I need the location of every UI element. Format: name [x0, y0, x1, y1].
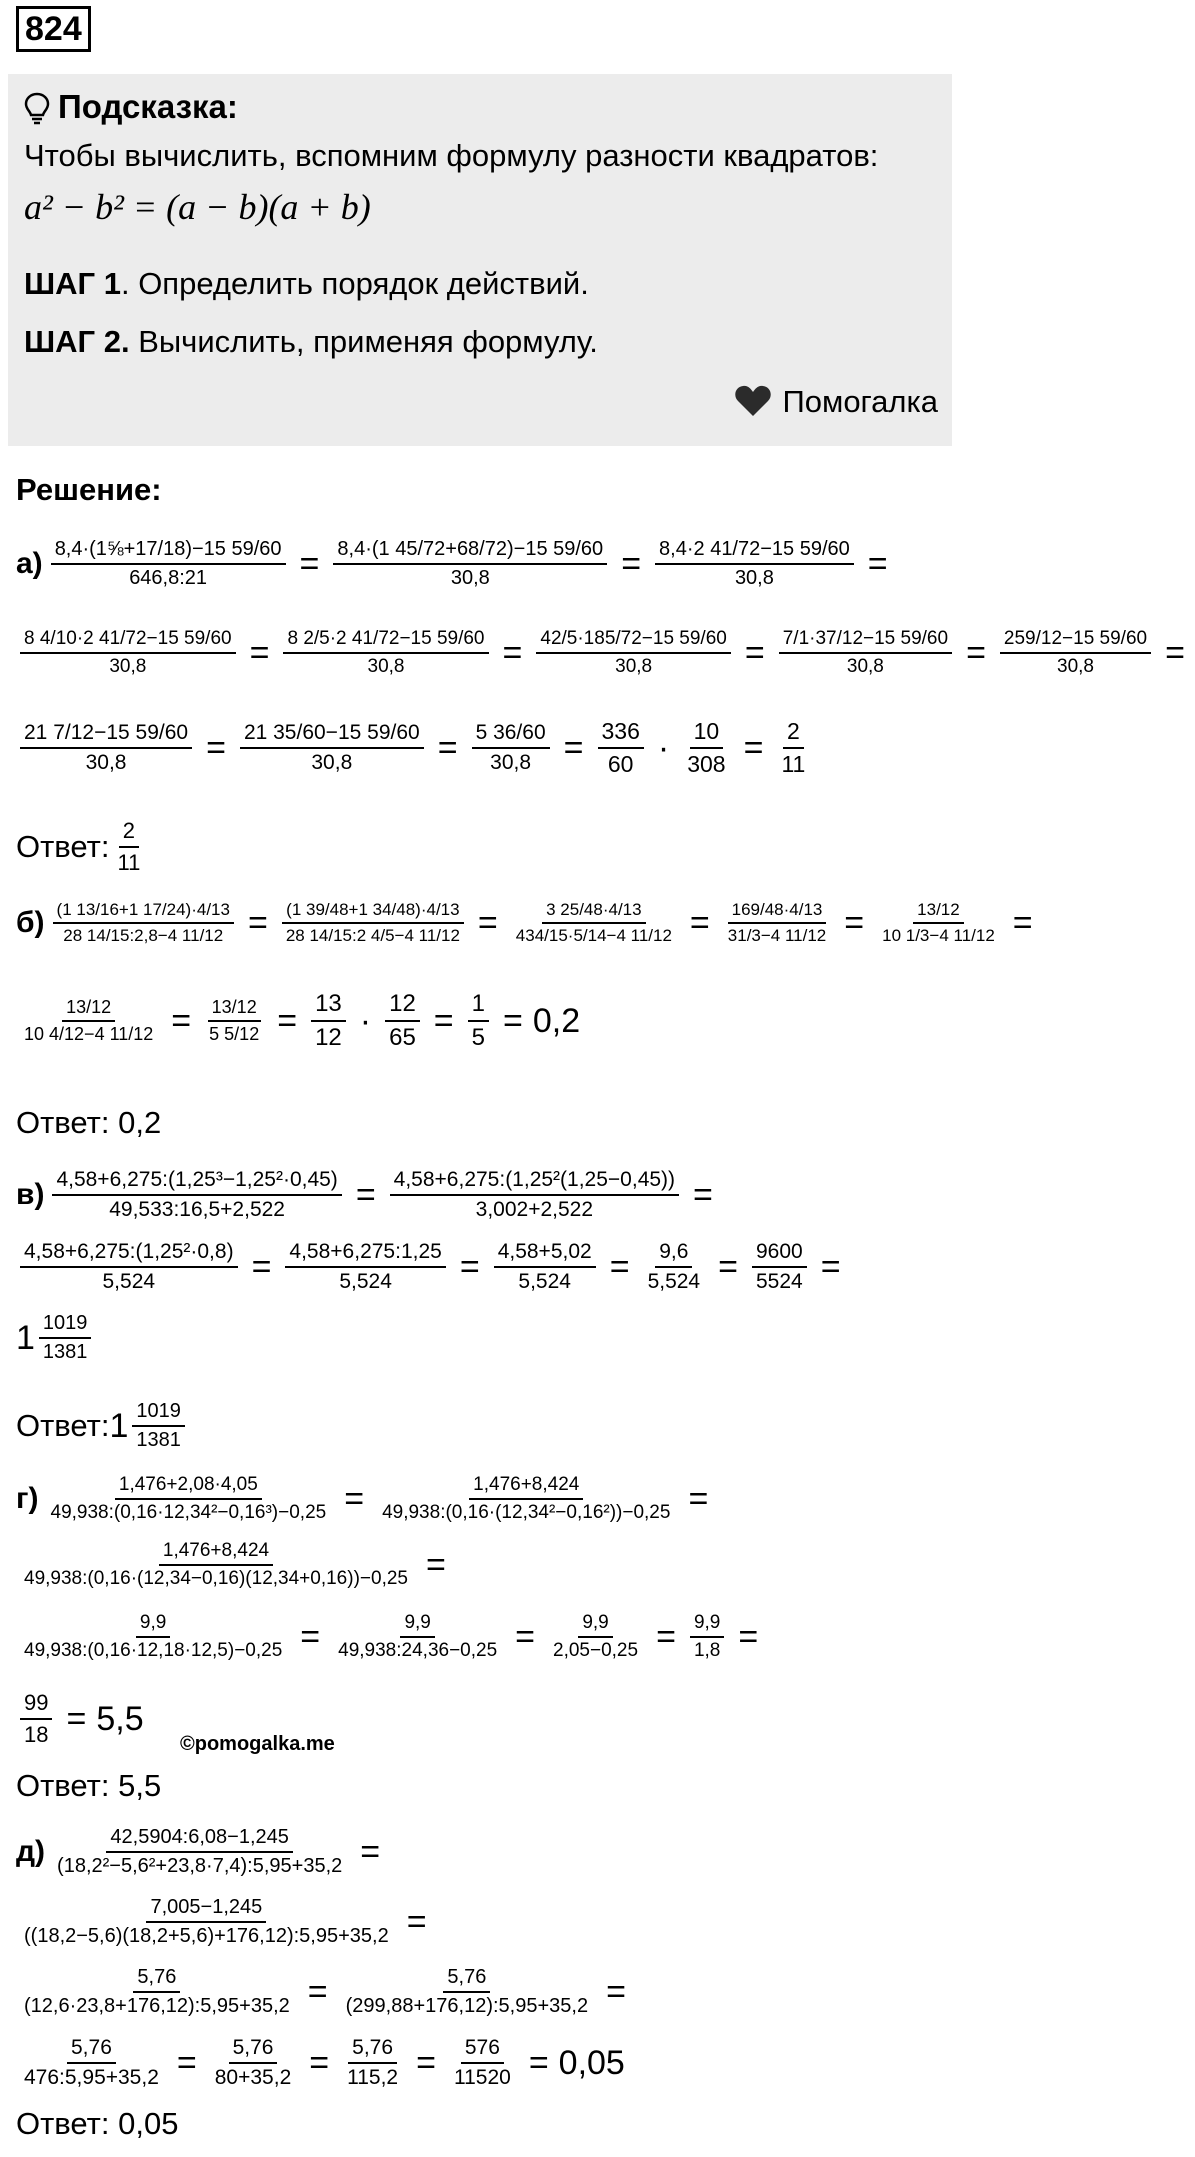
denominator: 12: [315, 1024, 342, 1051]
task-number: 824: [16, 6, 91, 52]
numerator: 8,4·2 41/72−15 59/60: [655, 538, 854, 565]
denominator: 30,8: [615, 656, 653, 677]
equals-sign: =: [425, 1545, 446, 1584]
numerator: 7,005−1,245: [146, 1896, 266, 1923]
numerator: 8,4·(1 45/72+68/72)−15 59/60: [333, 538, 607, 565]
equals-sign: =: [433, 1001, 454, 1040]
equals-sign: =: [689, 903, 710, 942]
part-d-label: д): [16, 1835, 46, 1868]
answer-label: Ответ:: [16, 2106, 110, 2141]
denominator: 434/15·5/14−4 11/12: [515, 926, 672, 945]
equals-sign: =: [1165, 633, 1185, 672]
equals-sign: =: [515, 1617, 536, 1656]
fraction: [20, 1896, 393, 1948]
numerator: 10: [690, 718, 724, 749]
denominator: 1381: [136, 1429, 181, 1451]
numerator: 9,6: [655, 1240, 692, 1268]
hint-formula: a² − b² = (a − b)(a + b): [24, 187, 371, 227]
value: 5,5: [96, 1699, 144, 1738]
part-v-row1: [16, 1168, 723, 1222]
equals-sign: =: [309, 2043, 330, 2082]
equals-sign: =: [251, 1247, 272, 1286]
numerator: 259/12−15 59/60: [1000, 628, 1151, 654]
answer-value: 0,05: [118, 2106, 179, 2141]
numerator: 4,58+6,275:1,25: [285, 1240, 445, 1268]
numerator: 1: [468, 990, 489, 1022]
fraction: [285, 1240, 445, 1294]
answer-value: 0,2: [118, 1105, 162, 1140]
equals-sign: =: [563, 728, 584, 767]
watermark: ©pomogalka.me: [180, 1733, 335, 1755]
part-g-row4: [16, 1690, 144, 1748]
fraction: [53, 900, 234, 946]
equals-sign: =: [738, 1617, 759, 1656]
equals-sign: =: [277, 1001, 298, 1040]
equals-sign: =: [693, 1175, 713, 1214]
numerator: 7/1·37/12−15 59/60: [779, 628, 952, 654]
fraction: [724, 900, 830, 946]
equals-sign: =: [528, 2043, 549, 2082]
numerator: 5 36/60: [472, 721, 550, 749]
numerator: 576: [461, 2036, 504, 2064]
answer-label: Ответ:: [16, 1768, 110, 1803]
numerator: 9,9: [136, 1612, 170, 1638]
hint-step1: [24, 266, 589, 302]
fraction: [333, 538, 607, 590]
numerator: 8,4·(1⅝+17/18)−15 59/60: [51, 538, 286, 565]
part-a-row3: [16, 718, 813, 778]
fraction: [53, 1826, 346, 1878]
denominator: 10 1/3−4 11/12: [882, 926, 995, 945]
whole-part: 1: [109, 1406, 129, 1445]
numerator: 21 7/12−15 59/60: [20, 721, 192, 749]
fraction: [878, 900, 999, 946]
denominator: 115,2: [347, 2066, 399, 2089]
numerator: 21 35/60−15 59/60: [240, 721, 424, 749]
fraction: [20, 1240, 238, 1294]
numerator: 5,76: [67, 2036, 116, 2064]
lightbulb-icon: [24, 92, 50, 124]
denominator: 30,8: [85, 751, 127, 774]
denominator: (18,2²−5,6²+23,8·7,4):5,95+35,2: [57, 1855, 343, 1877]
part-d-row1: [16, 1826, 390, 1878]
numerator: 9600: [752, 1240, 807, 1268]
equals-sign: =: [360, 1832, 381, 1871]
fraction: [390, 1168, 679, 1222]
numerator: 13/12: [208, 997, 261, 1022]
equals-sign: =: [609, 1247, 630, 1286]
fraction: [20, 997, 157, 1045]
denominator: 5: [471, 1024, 486, 1051]
part-v-row3: [16, 1312, 95, 1364]
numerator: 1,476+8,424: [469, 1474, 583, 1500]
equals-sign: =: [66, 1699, 87, 1738]
fraction: [51, 538, 286, 590]
fraction: [683, 718, 729, 778]
equals-sign: =: [502, 633, 523, 672]
part-d-row4: [16, 2036, 625, 2090]
numerator: 336: [598, 718, 644, 749]
denominator: 3,002+2,522: [475, 1198, 594, 1221]
step2-text: Вычислить, применяя формулу.: [129, 324, 598, 359]
denominator: 646,8:21: [129, 567, 208, 589]
brand-text: Помогалка: [782, 384, 938, 419]
numerator: 12: [385, 990, 420, 1022]
denominator: (299,88+176,12):5,95+35,2: [345, 1995, 589, 2017]
part-d-row2: [16, 1896, 437, 1948]
equals-sign: =: [307, 1972, 328, 2011]
denominator: 476:5,95+35,2: [24, 2066, 159, 2089]
numerator: 169/48·4/13: [728, 900, 827, 924]
answer-label: Ответ:: [16, 1105, 110, 1140]
numerator: 4,58+5,02: [494, 1240, 596, 1268]
denominator: 30,8: [450, 567, 490, 589]
denominator: 65: [389, 1024, 416, 1051]
denominator: 10 4/12−4 11/12: [24, 1024, 154, 1044]
fraction: [20, 1612, 286, 1662]
equals-sign: =: [606, 1972, 626, 2011]
fraction: [468, 990, 489, 1052]
hint-title-text: Подсказка:: [58, 88, 238, 125]
part-v-label: в): [16, 1178, 45, 1211]
equals-sign: =: [171, 1001, 192, 1040]
part-g-row3: [16, 1612, 768, 1662]
denominator: 18: [24, 1722, 49, 1747]
equals-sign: =: [743, 728, 764, 767]
part-a-row1: [16, 538, 898, 590]
answer-value: 5,5: [118, 1768, 162, 1803]
numerator: 42,5904:6,08−1,245: [106, 1826, 293, 1853]
numerator: 8 2/5·2 41/72−15 59/60: [283, 628, 488, 654]
hint-box: [8, 74, 952, 446]
denominator: 30,8: [311, 751, 353, 774]
denominator: 49,938:(0,16·(12,34²−0,16²))−0,25: [382, 1502, 671, 1523]
step2-label: ШАГ 2.: [24, 324, 130, 359]
equals-sign: =: [688, 1479, 709, 1518]
fraction: [1000, 628, 1151, 678]
fraction: [205, 997, 263, 1045]
numerator: 8 4/10·2 41/72−15 59/60: [20, 628, 236, 654]
fraction: [20, 721, 192, 775]
numerator: (1 39/48+1 34/48)·4/13: [282, 900, 463, 924]
equals-sign: =: [206, 728, 226, 767]
denominator: 5,524: [518, 1270, 571, 1293]
equals-sign: =: [844, 903, 865, 942]
operator: ·: [657, 728, 670, 767]
part-v-row2: [16, 1240, 851, 1294]
numerator: (1 13/16+1 17/24)·4/13: [53, 900, 234, 924]
hint-line1: Чтобы вычислить, вспомним формулу разности квадратов:: [24, 138, 879, 173]
solution-title: Решение:: [16, 472, 162, 507]
numerator: 13/12: [62, 997, 115, 1022]
numerator: 9,9: [690, 1612, 724, 1638]
value: 0,2: [532, 1001, 581, 1040]
fraction: [39, 1312, 92, 1364]
numerator: 2: [783, 718, 804, 749]
equals-sign: =: [300, 1617, 321, 1656]
fraction: [311, 990, 346, 1052]
denominator: 1381: [42, 1341, 88, 1363]
denominator: 30,8: [846, 656, 884, 677]
fraction: [598, 718, 644, 778]
fraction: [777, 718, 809, 778]
numerator: 5,76: [133, 1966, 180, 1993]
fraction: [283, 628, 488, 678]
step1-label: ШАГ 1: [24, 266, 121, 301]
fraction: [47, 1474, 331, 1524]
part-g-answer: [16, 1768, 161, 1804]
equals-sign: =: [416, 2043, 436, 2082]
fraction: [334, 1612, 501, 1662]
numerator: 9,9: [400, 1612, 434, 1638]
fraction: [536, 628, 730, 678]
numerator: 99: [20, 1690, 52, 1720]
equals-sign: =: [437, 728, 458, 767]
denominator: 28 14/15:2,8−4 11/12: [63, 926, 224, 945]
equals-sign: =: [299, 544, 320, 583]
denominator: 11520: [453, 2066, 511, 2089]
denominator: 5,524: [647, 1270, 701, 1293]
fraction: [132, 1400, 185, 1452]
equals-sign: =: [867, 544, 888, 583]
fraction: [20, 2036, 163, 2090]
denominator: ((18,2−5,6)(18,2+5,6)+176,12):5,95+35,2: [24, 1925, 389, 1947]
numerator: 13: [311, 990, 346, 1022]
step1-text: . Определить порядок действий.: [120, 266, 589, 301]
numerator: 4,58+6,275:(1,25³−1,25²·0,45): [52, 1168, 341, 1196]
fraction: [342, 1966, 592, 2018]
equals-sign: =: [249, 633, 270, 672]
numerator: 3 25/48·4/13: [542, 900, 645, 924]
fraction: [20, 1966, 294, 2018]
denominator: 11: [781, 751, 806, 777]
fraction: [752, 1240, 807, 1294]
part-g-row1: [16, 1474, 718, 1524]
fraction: [20, 1540, 412, 1590]
numerator: 1019: [39, 1312, 92, 1339]
denominator: (12,6·23,8+176,12):5,95+35,2: [24, 1995, 290, 2017]
part-v-answer: [16, 1400, 189, 1452]
fraction: [20, 1690, 52, 1748]
denominator: 30,8: [490, 751, 532, 774]
equals-sign: =: [820, 1247, 841, 1286]
equals-sign: =: [966, 633, 986, 672]
answer-label: Ответ:: [16, 1408, 110, 1443]
numerator: 1019: [132, 1400, 185, 1427]
equals-sign: =: [247, 903, 268, 942]
equals-sign: =: [355, 1175, 376, 1214]
equals-sign: =: [477, 903, 498, 942]
numerator: 1,476+8,424: [159, 1540, 273, 1566]
equals-sign: =: [1012, 903, 1033, 942]
denominator: 30,8: [109, 656, 147, 677]
denominator: 49,938:24,36−0,25: [338, 1640, 498, 1661]
denominator: 5,524: [339, 1270, 392, 1293]
numerator: 4,58+6,275:(1,25²·0,8): [20, 1240, 238, 1268]
denominator: 11: [117, 850, 141, 875]
fraction: [472, 721, 550, 775]
fraction: [20, 628, 236, 678]
part-a-label: а): [16, 547, 43, 580]
fraction: [655, 538, 854, 590]
fraction: [690, 1612, 724, 1662]
fraction: [512, 900, 676, 946]
fraction: [378, 1474, 674, 1524]
value: 0,05: [558, 2043, 625, 2082]
denominator: 30,8: [1057, 656, 1094, 677]
part-g-row2: [16, 1540, 456, 1590]
fraction: [549, 1612, 642, 1662]
part-g-label: г): [16, 1482, 39, 1515]
denominator: 5524: [755, 1270, 803, 1293]
fraction: [343, 2036, 402, 2090]
operator: ·: [359, 1001, 372, 1040]
denominator: 5 5/12: [209, 1024, 260, 1044]
part-b-label: б): [16, 906, 45, 939]
equals-sign: =: [656, 1617, 676, 1656]
denominator: 60: [607, 751, 634, 777]
fraction: [113, 818, 144, 876]
denominator: 2,05−0,25: [553, 1640, 639, 1661]
part-a-row2: [16, 628, 1195, 678]
numerator: 2: [119, 818, 139, 848]
numerator: 13/12: [913, 900, 964, 924]
fraction: [211, 2036, 296, 2090]
numerator: 5,76: [229, 2036, 278, 2064]
denominator: 49,938:(0,16·12,18·12,5)−0,25: [24, 1640, 283, 1661]
heart-icon: [734, 384, 772, 418]
fraction: [644, 1240, 705, 1294]
fraction: [52, 1168, 341, 1222]
numerator: 9,9: [578, 1612, 612, 1638]
part-b-row1: [16, 900, 1043, 946]
denominator: 5,524: [102, 1270, 156, 1293]
denominator: 80+35,2: [214, 2066, 292, 2089]
denominator: 308: [687, 751, 726, 777]
fraction: [282, 900, 464, 946]
hint-step2: [24, 324, 598, 360]
fraction: [494, 1240, 596, 1294]
numerator: 42/5·185/72−15 59/60: [536, 628, 730, 654]
answer-label: Ответ:: [16, 829, 110, 864]
fraction: [450, 2036, 515, 2090]
denominator: 30,8: [734, 567, 774, 589]
brand: [734, 384, 938, 420]
numerator: 5,76: [443, 1966, 490, 1993]
part-d-row3: [16, 1966, 636, 2018]
fraction: [240, 721, 424, 775]
equals-sign: =: [718, 1247, 738, 1286]
denominator: 28 14/15:2 4/5−4 11/12: [285, 926, 460, 945]
part-d-answer: [16, 2106, 178, 2142]
fraction: [385, 990, 420, 1052]
equals-sign: =: [459, 1247, 480, 1286]
equals-sign: =: [744, 633, 765, 672]
numerator: 5,76: [348, 2036, 397, 2064]
part-b-row2: [16, 990, 580, 1052]
denominator: 1,8: [693, 1640, 721, 1661]
equals-sign: =: [503, 1001, 523, 1040]
equals-sign: =: [621, 544, 642, 583]
denominator: 49,533:16,5+2,522: [109, 1198, 285, 1221]
whole-part: 1: [16, 1318, 35, 1357]
part-a-answer: [16, 818, 148, 876]
equals-sign: =: [406, 1902, 427, 1941]
equals-sign: =: [344, 1479, 365, 1518]
denominator: 31/3−4 11/12: [727, 926, 827, 945]
hint-title: [24, 88, 238, 126]
denominator: 30,8: [367, 656, 405, 677]
fraction: [779, 628, 952, 678]
equals-sign: =: [176, 2043, 197, 2082]
denominator: 49,938:(0,16·12,34²−0,16³)−0,25: [50, 1502, 327, 1523]
numerator: 1,476+2,08·4,05: [115, 1474, 262, 1500]
numerator: 4,58+6,275:(1,25²(1,25−0,45)): [390, 1168, 679, 1196]
denominator: 49,938:(0,16·(12,34−0,16)(12,34+0,16))−0,25: [24, 1568, 408, 1589]
part-b-answer: [16, 1105, 161, 1141]
